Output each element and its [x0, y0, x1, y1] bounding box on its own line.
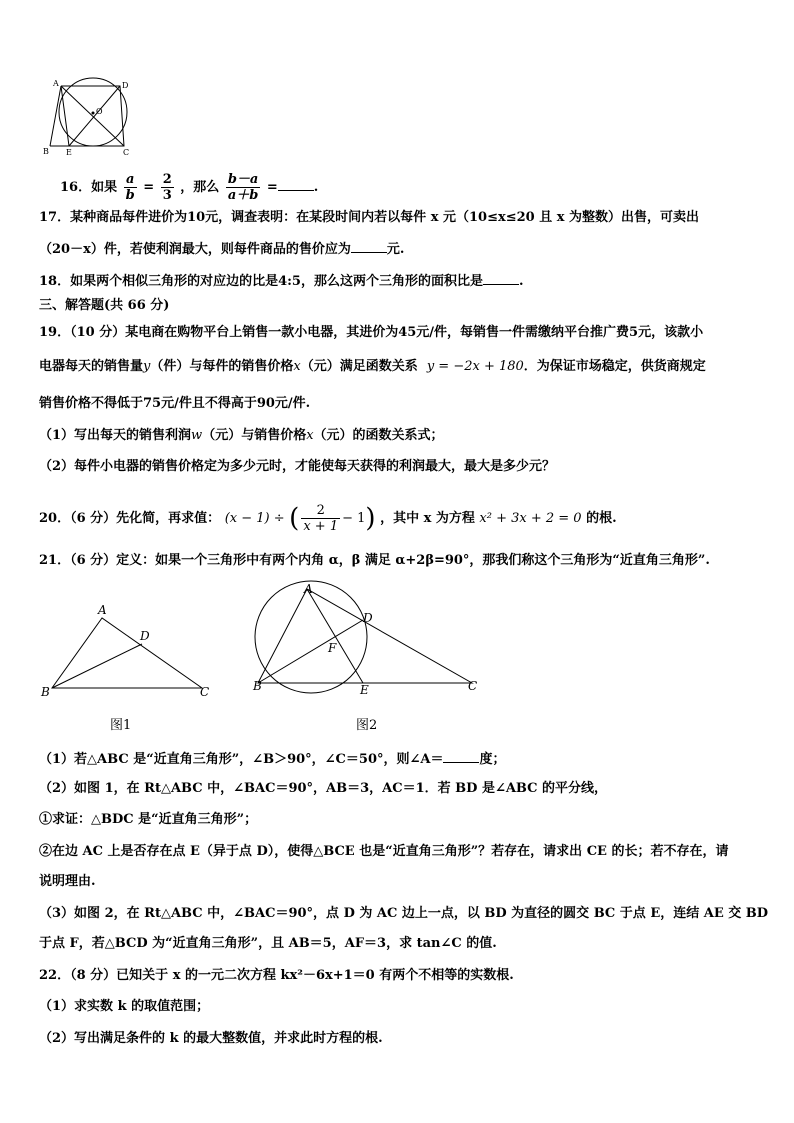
question-16: 16．如果 $\frac{a}{b}$ = $\frac{2}{3}$ ，那么 $\frac{b-a}{a+b}$ = . [60, 172, 319, 203]
question-19-line2: 电器每天的销售量y（件）与每件的销售价格x（元）满足函数关系 y = −2x + 180．为保证市场稳定，供货商规定 [39, 359, 706, 374]
question-19-sub2: （2）每件小电器的销售价格定为多少元时，才能使每天获得的利润最大，最大是多少元？ [39, 459, 556, 474]
answer-blank [443, 750, 479, 763]
question-22-sub1: （1）求实数 k 的取值范围； [39, 999, 210, 1014]
question-21-part2-2a: ②在边 AC 上是否存在点 E（异于点 D），使得△BCE 也是“近直角三角形”？若存在，请求出 CE 的长；若不存在，请 [39, 844, 729, 859]
svg-text:D: D [363, 611, 373, 625]
label-A: A [53, 79, 59, 88]
svg-text:B: B [253, 679, 262, 693]
svg-text:D: D [140, 629, 150, 643]
answer-blank [351, 240, 387, 253]
question-19-line1: 19．（10 分）某电商在购物平台上销售一款小电器，其进价为45元/件，每销售一件需缴纳平台推广费5元，该款小 [39, 325, 704, 340]
label-C: C [123, 148, 130, 156]
figure-2 [250, 580, 490, 700]
label-O: O [96, 107, 103, 116]
label-D: D [122, 81, 129, 90]
question-21-line1: 21．（6 分）定义：如果一个三角形中有两个内角 α，β 满足 α+2β=90°，那我们称这个三角形为“近直角三角形”. [39, 553, 710, 568]
answer-blank [278, 178, 314, 191]
figure-2-caption: 图2 [356, 718, 378, 733]
top-circle-figure [40, 76, 140, 156]
label-E: E [66, 148, 72, 156]
svg-text:C: C [468, 679, 478, 693]
question-21-part3b: 于点 F，若△BCD 为“近直角三角形”，且 AB＝5，AF＝3，求 tan∠C 的值. [39, 936, 497, 951]
question-21-part1: （1）若△ABC 是“近直角三角形”，∠B＞90°，∠C＝50°，则∠A＝ 度； [39, 752, 506, 767]
question-22-sub2: （2）写出满足条件的 k 的最大整数值，并求此时方程的根. [39, 1031, 383, 1046]
question-22-line1: 22．（8 分）已知关于 x 的一元二次方程 kx²－6x+1＝0 有两个不相等的实数根. [39, 968, 514, 983]
question-17-line2: （20－x）件，若使利润最大，则每件商品的售价应为 元. [39, 242, 405, 257]
question-21-part2: （2）如图 1，在 Rt△ABC 中，∠BAC＝90°，AB＝3，AC＝1．若 BD 是∠ABC 的平分线， [39, 781, 608, 796]
svg-text:F: F [328, 641, 337, 655]
svg-text:C: C [200, 685, 210, 699]
figure-1-caption: 图1 [110, 718, 132, 733]
svg-text:E: E [360, 683, 369, 697]
svg-text:A: A [304, 582, 313, 596]
svg-text:B: B [41, 685, 50, 699]
svg-text:A: A [98, 603, 107, 617]
label-B: B [43, 147, 49, 156]
question-17-line1: 17．某种商品每件进价为10元，调查表明：在某段时间内若以每件 x 元（10≤x≤20 且 x 为整数）出售，可卖出 [39, 210, 700, 225]
question-21-part2-1: ①求证：△BDC 是“近直角三角形”； [39, 812, 258, 827]
question-19-line3: 销售价格不得低于75元/件且不得高于90元/件. [39, 396, 311, 411]
question-20: 20．（6 分）先化简，再求值： (x − 1) ÷ ( $\frac{2}{x + 1}$ − 1) ，其中 x 为方程 x² + 3x + 2 = 0 的根. [39, 503, 617, 534]
question-21-part3a: （3）如图 2，在 Rt△ABC 中，∠BAC＝90°，点 D 为 AC 边上一点，以 BD 为直径的圆交 BC 于点 E，连结 AE 交 BD [39, 906, 769, 921]
question-19-sub1: （1）写出每天的销售利润w（元）与销售价格x（元）的函数关系式； [39, 428, 444, 443]
section-header: 三、解答题(共 66 分) [39, 298, 170, 313]
answer-blank [483, 272, 519, 285]
question-21-part2-2b: 说明理由. [39, 874, 96, 889]
question-18: 18．如果两个相似三角形的对应边的比是4:5，那么这两个三角形的面积比是 . [39, 274, 524, 289]
figure-1 [38, 600, 218, 700]
